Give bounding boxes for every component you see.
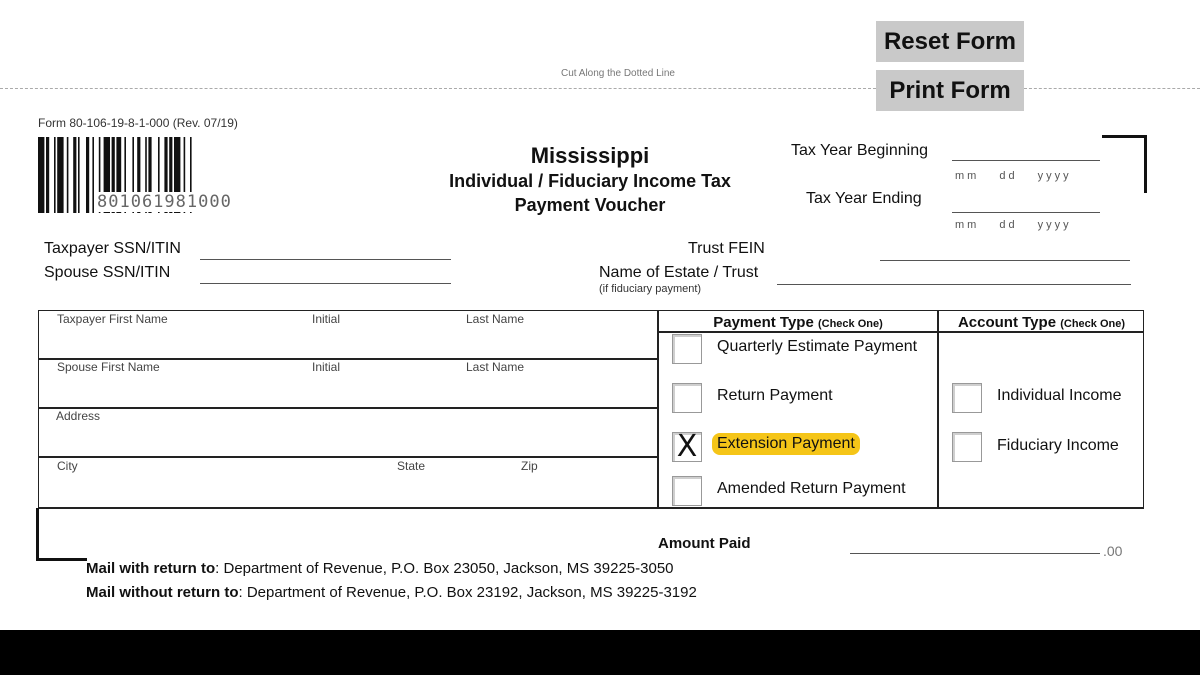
estate-name-label: Name of Estate / Trust [599,264,759,281]
amended-return-label: Amended Return Payment [717,480,906,497]
mail-with-return [86,560,674,577]
barcode-number: 801061981000 [97,192,232,212]
mail-without-return-label: Mail without return to [86,584,239,601]
tax-year-beginning-field[interactable] [952,160,1100,161]
form-number: Form 80-106-19-8-1-000 (Rev. 07/19) [38,116,238,130]
taxpayer-name-input[interactable] [40,326,654,356]
barcode-bar [38,137,44,213]
footer-band [0,630,1200,675]
barcode-bar [67,137,69,213]
amount-paid-label: Amount Paid [658,535,751,552]
tax-year-ending-format: mm dd yyyy [955,219,1072,231]
city-label: City [57,459,78,473]
state-label: State [397,459,426,473]
form-title-line2: Individual / Fiduciary Income Tax [449,171,731,191]
estate-name-field[interactable] [777,284,1131,285]
amended-return-checkbox[interactable] [672,476,702,506]
barcode-bar [46,137,49,213]
amount-paid-cents: .00 [1103,543,1123,559]
individual-income-checkbox[interactable] [952,383,982,413]
trust-fein-field[interactable] [880,260,1130,261]
barcode-bar [54,137,56,213]
cut-line-right [1024,88,1200,89]
barcode-bar [86,137,89,213]
taxpayer-initial-label: Initial [312,312,341,326]
amount-paid-field[interactable] [850,553,1100,554]
spouse-initial-label: Initial [312,360,341,374]
taxpayer-first-name-label: Taxpayer First Name [57,312,168,326]
corner-bracket-top-right [1102,135,1147,193]
reset-form-button[interactable]: Reset Form [876,21,1024,62]
address-input[interactable] [40,423,654,453]
barcode-bar [73,137,76,213]
tax-year-ending-label: Tax Year Ending [806,190,922,207]
return-payment-label: Return Payment [717,387,833,404]
payment-type-note: (Check One) [817,318,883,330]
tax-year-ending-field[interactable] [952,212,1100,213]
barcode-bar [78,137,80,213]
form-title-line3: Payment Voucher [514,195,666,215]
trust-fein-label: Trust FEIN [688,240,765,257]
fiduciary-income-label: Fiduciary Income [997,437,1119,454]
checkbox-x-mark: X [676,429,698,464]
extension-payment-label: Extension Payment [712,433,860,455]
individual-income-label: Individual Income [997,387,1122,404]
spouse-last-name-label: Last Name [466,360,525,374]
fiduciary-income-checkbox[interactable] [952,432,982,462]
spouse-ssn-field[interactable] [200,283,451,284]
cut-line-label: Cut Along the Dotted Line [561,68,675,79]
tax-year-beginning-format: mm dd yyyy [955,170,1072,182]
quarterly-estimate-label: Quarterly Estimate Payment [717,338,918,355]
mail-with-return-address: : Department of Revenue, P.O. Box 23050, Jackson, MS 39225-3050 [215,560,674,577]
column-divider-left [657,310,659,508]
row-divider-2 [38,407,658,409]
tax-year-beginning-label: Tax Year Beginning [791,142,928,159]
spouse-first-name-label: Spouse First Name [57,360,160,374]
city-state-zip-input[interactable] [40,473,654,505]
taxpayer-ssn-label: Taxpayer SSN/ITIN [44,240,181,257]
corner-bracket-bottom-left [36,508,87,561]
address-label: Address [56,409,101,423]
spouse-ssn-label: Spouse SSN/ITIN [44,264,171,281]
print-form-button[interactable]: Print Form [876,70,1024,111]
header-divider [658,331,1144,333]
mail-without-return-address: : Department of Revenue, P.O. Box 23192, Jackson, MS 39225-3192 [238,584,697,601]
account-type-header [939,314,1144,331]
payment-type-header [659,314,937,331]
cut-line-left [0,88,876,89]
mail-without-return [86,584,697,601]
payment-type-title: Payment Type [713,314,814,331]
table-bottom-border [38,507,1144,509]
taxpayer-ssn-field[interactable] [200,259,451,260]
column-divider-right [937,310,939,508]
row-divider-3 [38,456,658,458]
mail-with-return-label: Mail with return to [86,560,216,577]
account-type-note: (Check One) [1060,318,1126,330]
spouse-name-input[interactable] [40,374,654,404]
form-title-state: Mississippi [530,143,650,168]
quarterly-estimate-checkbox[interactable] [672,334,702,364]
barcode [38,137,300,213]
taxpayer-last-name-label: Last Name [466,312,525,326]
extension-payment-checkbox[interactable] [672,429,702,464]
zip-label: Zip [521,459,538,473]
estate-name-note: (if fiduciary payment) [599,283,702,295]
barcode-bar [92,137,94,213]
barcode-bar [57,137,63,213]
account-type-title: Account Type [957,314,1057,331]
return-payment-checkbox[interactable] [672,383,702,413]
